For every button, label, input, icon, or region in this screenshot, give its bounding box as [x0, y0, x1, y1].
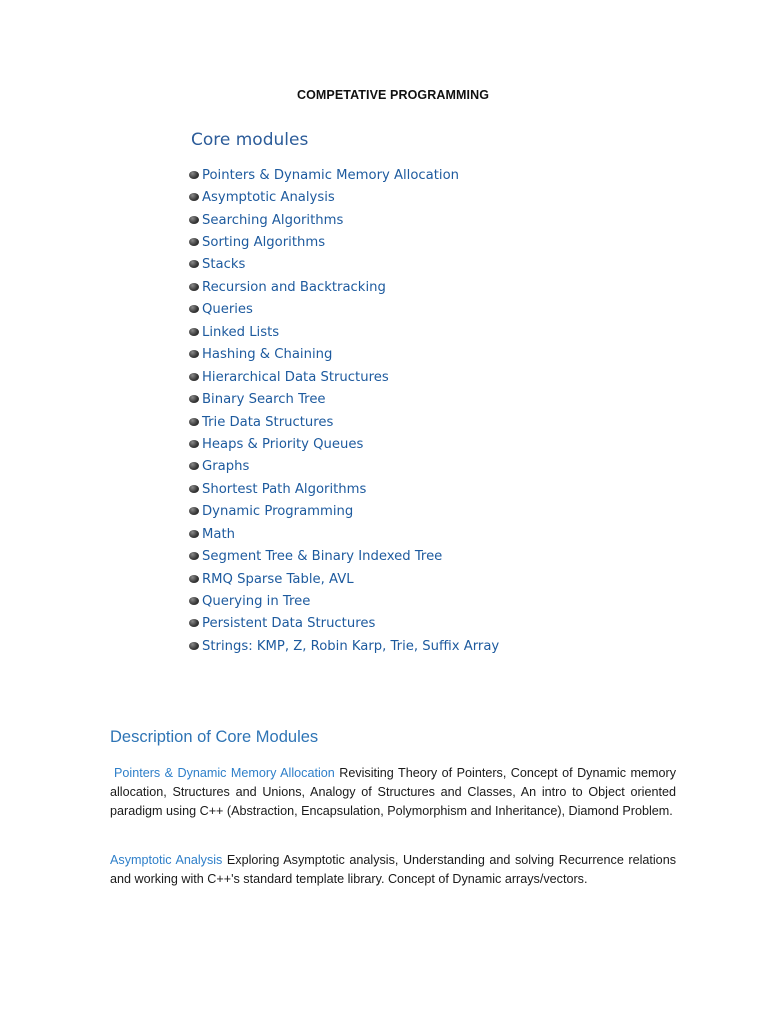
module-item-label: Linked Lists	[202, 324, 280, 340]
module-item	[189, 209, 499, 231]
round-bullet-icon	[189, 216, 199, 224]
module-item-label: Hashing & Chaining	[202, 347, 333, 363]
module-item	[189, 411, 499, 433]
module-item-label: Searching Algorithms	[202, 212, 344, 228]
round-bullet-icon	[189, 193, 199, 201]
round-bullet-icon	[189, 485, 199, 493]
module-item	[189, 366, 499, 388]
module-item-label: Persistent Data Structures	[202, 616, 376, 632]
module-item-label: Trie Data Structures	[202, 414, 334, 430]
module-item-label: Stacks	[202, 257, 246, 273]
round-bullet-icon	[189, 171, 199, 179]
module-item-label: Querying in Tree	[202, 594, 311, 610]
module-item	[189, 321, 499, 343]
module-description-paragraph	[110, 764, 676, 821]
module-item	[189, 635, 499, 657]
round-bullet-icon	[189, 575, 199, 583]
module-term: Asymptotic Analysis	[110, 853, 223, 867]
round-bullet-icon	[189, 552, 199, 560]
module-item	[189, 568, 499, 590]
round-bullet-icon	[189, 642, 199, 650]
module-description-text: Exploring Asymptotic analysis, Understanding and solving Recurrence relations and working with C++'s standard template library. Concept of Dynamic arrays/vectors.	[110, 853, 676, 886]
core-modules-list	[189, 164, 499, 658]
module-item-label: Binary Search Tree	[202, 392, 326, 408]
module-item	[189, 613, 499, 635]
module-item-label: Math	[202, 526, 235, 542]
module-item-label: Sorting Algorithms	[202, 235, 326, 251]
round-bullet-icon	[189, 283, 199, 291]
round-bullet-icon	[189, 350, 199, 358]
module-item-label: Hierarchical Data Structures	[202, 369, 389, 385]
module-item	[189, 231, 499, 253]
round-bullet-icon	[189, 395, 199, 403]
module-item-label: Dynamic Programming	[202, 504, 354, 520]
module-item-label: Queries	[202, 302, 253, 318]
module-item	[189, 523, 499, 545]
module-item	[189, 590, 499, 612]
module-item-label: Graphs	[202, 459, 250, 475]
module-item-label: RMQ Sparse Table, AVL	[202, 571, 354, 587]
round-bullet-icon	[189, 440, 199, 448]
module-item-label: Segment Tree & Binary Indexed Tree	[202, 549, 443, 565]
module-item	[189, 545, 499, 567]
module-description-paragraph	[110, 851, 676, 889]
description-heading: Description of Core Modules	[110, 728, 319, 746]
module-item	[189, 254, 499, 276]
round-bullet-icon	[189, 507, 199, 515]
core-modules-heading: Core modules	[191, 130, 309, 150]
module-item-label: Heaps & Priority Queues	[202, 436, 364, 452]
module-item	[189, 388, 499, 410]
round-bullet-icon	[189, 373, 199, 381]
module-item	[189, 478, 499, 500]
round-bullet-icon	[189, 260, 199, 268]
module-item-label: Recursion and Backtracking	[202, 279, 386, 295]
round-bullet-icon	[189, 328, 199, 336]
module-item-label: Asymptotic Analysis	[202, 190, 335, 206]
round-bullet-icon	[189, 418, 199, 426]
module-item	[189, 456, 499, 478]
module-item-label: Pointers & Dynamic Memory Allocation	[202, 167, 460, 183]
module-item-label: Strings: KMP, Z, Robin Karp, Trie, Suffix Array	[202, 638, 500, 654]
document-title: COMPETATIVE PROGRAMMING	[296, 88, 490, 102]
module-description-text: Revisiting Theory of Pointers, Concept of Dynamic memory allocation, Structures and Unions, Analogy of Structures and Classes, An intro to Object oriented paradigm using C++ (Abstraction, Encapsulation, Polymorphism and Inheritance), Diamond Problem.	[110, 766, 676, 818]
round-bullet-icon	[189, 238, 199, 246]
round-bullet-icon	[189, 462, 199, 470]
round-bullet-icon	[189, 530, 199, 538]
module-item	[189, 344, 499, 366]
module-item	[189, 276, 499, 298]
module-item	[189, 186, 499, 208]
module-term: Pointers & Dynamic Memory Allocation	[114, 766, 335, 780]
module-item-label: Shortest Path Algorithms	[202, 481, 367, 497]
module-item	[189, 433, 499, 455]
module-item	[189, 501, 499, 523]
module-item	[189, 299, 499, 321]
round-bullet-icon	[189, 305, 199, 313]
round-bullet-icon	[189, 597, 199, 605]
module-item	[189, 164, 499, 186]
round-bullet-icon	[189, 619, 199, 627]
